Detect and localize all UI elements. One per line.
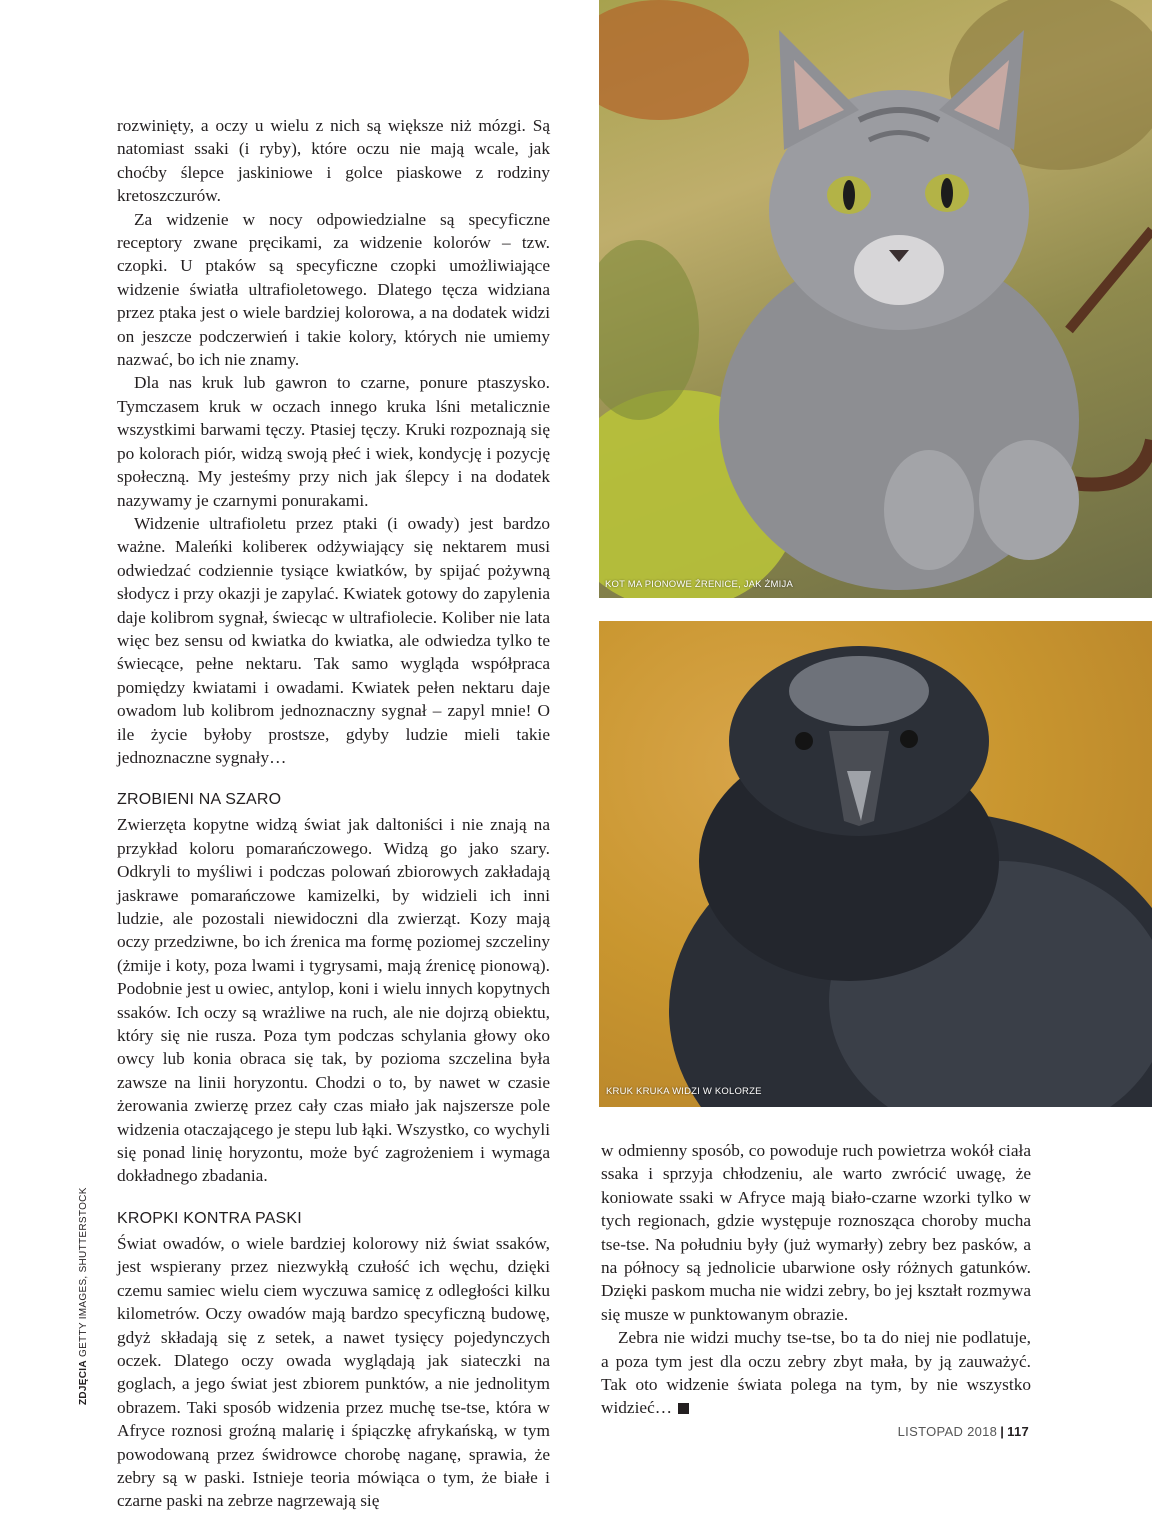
end-mark-icon	[678, 1403, 689, 1414]
section-heading: ZROBIENI NA SZARO	[117, 791, 282, 809]
credit-text: GETTY IMAGES, SHUTTERSTOCK	[78, 1187, 89, 1358]
page-number: 117	[1007, 1424, 1029, 1439]
paragraph	[601, 1326, 1031, 1420]
paragraph: Świat owadów, o wiele bardziej kolorowy niż świat ssaków, jest wspierany przez niezwykłą czułość ich węchu, dzięki czemu samiec wielu ciem wyczuwa samicę z odległości kilku kilometrów. Oczy owadów mają bardzo specyficzną budowę, gdyż składają się z setek, a nawet tysięcy pojedynczych oczek. Dlatego oczy owada wyglądają jak siateczki na goglach, a jego świat jest zbiorem punktów, a nie jednolitym obrazem. Taki sposób widzenia przez muchę tse-tse, która w Afryce roznosi groźną malarię i śpiączkę afrykańską, w tym powodowaną przez świdrowce chorobę naganę, sprawia, że zebry są w paski. Istnieje teoria mówiąca o tym, że białe i czarne paski na zebrze nagrzewają się	[117, 1233, 550, 1511]
credit-label: ZDJĘCIA	[78, 1360, 89, 1405]
crow-illustration	[599, 621, 1152, 1107]
paragraph-text: Zebra nie widzi muchy tse-tse, bo ta do niej nie podlatuje, a poza tym jest dla oczu zebry zbyt mała, by ją zauważyć. Tak oto widzenie świata polega na tym, by nie wszystko widzieć…	[601, 1328, 1031, 1418]
section-heading: KROPKI KONTRA PASKI	[117, 1209, 302, 1227]
paragraph: Dla nas kruk lub gawron to czarne, ponure ptaszysko. Tymczasem kruk w oczach innego kruka lśni metalicznie wszystkimi barwami tęczy. Ptasiej tęczy. Kruki rozpoznają się po kolorach piór, widzą swoją płeć i wiek, kondycję i pozycję społeczną. My jesteśmy przy nich jak ślepcy i na dodatek nazywamy je czarnymi ponurakami.	[117, 373, 550, 510]
paragraph: w odmienny sposób, co powoduje ruch powietrza wokół ciała ssaka i sprzyja chłodzeniu, ale warto zwrócić uwagę, że koniowate ssaki w Afryce mają biało-czarne wzorki tylko w tych regionach, gdzie występuje roznosząca choroby mucha tse-tse. Na południu były (już wymarły) zebry bez pasków, a na północy są jednolicie ubarwione osły różnych gatunków. Dzięki paskom mucha nie widzi zebry, bo jej kształt rozmywa się musze w punktowanym obrazie.	[601, 1141, 1031, 1324]
photo-caption: KRUK KRUKA WIDZI W KOLORZE	[606, 1086, 762, 1097]
crow-photo	[599, 621, 1152, 1107]
paragraph: Za widzenie w nocy odpowiedzialne są specyficzne receptory zwane pręcikami, za widzenie kolorów – tzw. czopki. U ptaków są specyficzne czopki umożliwiające widzenie światła ultrafioletowego. Dlatego tęcza widziana przez ptaka jest o wiele bardziej kolorowa, a na dodatek widzi on jeszcze podczerwień i takie kolory, których nie umiemy nazwać, bo ich nie znamy.	[117, 209, 550, 370]
folio-divider: |	[1000, 1424, 1005, 1439]
page-folio	[898, 1424, 1029, 1439]
paragraph: rozwinięty, a oczy u wielu z nich są większe niż mózgi. Są natomiast ssaki (i ryby), które oczu nie mają wcale, jak choćby ślepce jaskiniowe i golce piaskowe z rodziny kretoszczurów.	[117, 116, 550, 206]
article-left-column	[117, 114, 550, 1513]
issue-date: LISTOPAD 2018	[897, 1424, 998, 1439]
article-right-column	[601, 1139, 1031, 1420]
paragraph: Zwierzęta kopytne widzą świat jak daltoniści i nie znają na przykład koloru pomarańczowego. Widzą go jako szary. Odkryli to myśliwi i podczas polowań zbiorowych zakładają jaskrawe pomarańczowe kamizelki, by widzieli ich inni ludzie, ale pozostali niewidoczni dla zwierząt. Kozy mają oczy przedziwne, bo ich źrenica ma formę poziomej szczeliny (żmije i koty, poza lwami i tygrysami, mają źrenicę pionową). Podobnie jest u owiec, antylop, koni i wielu innych kopytnych ssaków. Ich oczy są wrażliwe na ruch, ale nie dojrzą obiektu, który się nie rusza. Poza tym podczas schylania głowy oko owcy lub konia obraca się tak, by pozioma szczelina była zawsze na linii horyzontu. Chodzi o to, by nawet w czasie żerowania zwierzę przez cały czas miało jak najszersze pole widzenia otaczającego je stepu lub łąki. Wszystko, co wychyli się ponad linię horyzontu, może być zagrożeniem i wymaga dokładnego zbadania.	[117, 815, 550, 1186]
photo-credit	[78, 1187, 89, 1405]
cat-illustration	[599, 0, 1152, 598]
cat-photo	[599, 0, 1152, 598]
photo-caption: KOT MA PIONOWE ŹRENICE, JAK ŻMIJA	[605, 579, 793, 590]
paragraph: Widzenie ultrafioletu przez ptaki (i owady) jest bardzo ważne. Maleńki kolibereк odżywiający się nektarem musi odwiedzać codziennie tysiące kwiatków, by spijać pożywną słodycz i przy okazji je zapylać. Kwiatek gotowy do zapylenia daje kolibrom sygnał, świecąc w ultrafiolecie. Koliber nie lata więc bez sensu od kwiatka do kwiatka, ale odwiedza tylko te świecące, pełne nektaru. Tak samo wygląda współpraca pomiędzy kwiatami i owadami. Kwiatek pełen nektaru daje owadom lub kolibrom jednoznaczny sygnał – zapyl mnie! O ile życie byłoby prostsze, gdyby ludzie mieli takie jednoznaczne sygnały…	[117, 513, 550, 767]
